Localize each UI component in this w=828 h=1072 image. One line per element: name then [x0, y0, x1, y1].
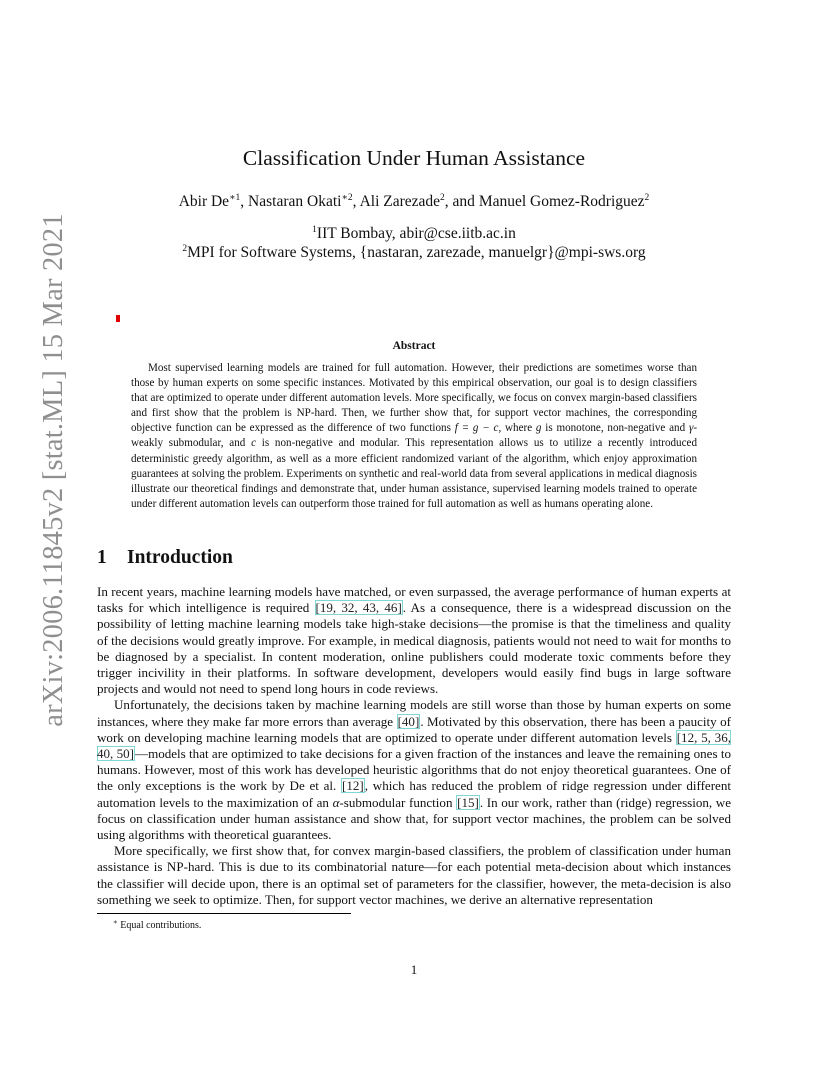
- page-number: 1: [410, 962, 418, 977]
- author-list: Abir $De^{∗1}$, Nastaran Okati$^{∗2}$, Ali Zarezade$^2$, and Manuel Gomez-Rodriguez$^2$: [178, 193, 650, 210]
- math-symbol: α: [332, 794, 340, 810]
- section-heading: [97, 547, 233, 569]
- paragraph: More specifically, we first show that, for convex margin-based classifiers, the problem of classification under human assistance is NP-hard. This is due to its combinatorial nature—for each potential meta-decision about which instances the classifier will decide upon, there is an optimal set of parameters for the classifier, however, the meta-decision is also something we seek to optimize. Then, for support vector machines, we derive an alternative representation: [97, 843, 731, 907]
- affiliation-1: $^1$IIT Bombay, abir@cse.iitb.ac.in: [312, 225, 516, 242]
- citation-link[interactable]: [15]: [457, 794, 479, 810]
- footnote-mark: ∗: [113, 918, 118, 926]
- citation-link[interactable]: [19, 32, 43, 46]: [315, 600, 402, 616]
- section-title: Introduction: [127, 547, 233, 568]
- body-text: [97, 584, 731, 908]
- author-sup: ∗2: [341, 193, 353, 203]
- author-sup: 2: [440, 193, 445, 203]
- paragraph: In recent years, machine learning models have matched, or even surpassed, the average performance of human experts at tasks for which intelligence is required [19, 32, 43, 46]. As a consequence, there is a widespread discussion on the possibility of letting machine learning models take high-stake decisions—the promise is that the timeliness and quality of the decisions would greatly improve. For example, in medical diagnosis, patients would not need to wait for months to be diagnosed by a specialist. In content moderation, online publishers could moderate toxic comments before they trigger incivility in their platforms. In software development, developers would easily find bugs in large software projects and would not need to spend long hours in code reviews.: [97, 584, 731, 697]
- author-name: Ali Zarezade: [359, 193, 441, 210]
- abstract-body: Most supervised learning models are trained for full automation. However, their predictions are sometimes worse than those by human experts on some specific instances. Motivated by this empirical observation, our goal is to design classifiers that are optimized to operate under different automation levels. More specifically, we focus on convex margin-based classifiers and first show that the problem is NP-hard. Then, we further show that, for support vector machines, the corresponding objective function can be expressed as the difference of two functions f = g − c, where g is monotone, non-negative and γ-weakly submodular, and c is non-negative and modular. This representation allows us to utilize a recently introduced deterministic greedy algorithm, as well as a more efficient randomized variant of the algorithm, which enjoy approximation guarantees at solving the problem. Experiments on synthetic and real-world data from several applications in medical diagnosis illustrate our theoretical findings and demonstrate that, under human assistance, supervised learning models trained to operate under different automation levels can outperform those trained for full automation as well as humans operating alone.: [131, 362, 698, 510]
- section-number: 1: [97, 547, 107, 568]
- math-expression: f = g − c: [454, 422, 499, 435]
- red-marker: [116, 315, 120, 322]
- citation-link[interactable]: [40]: [397, 713, 420, 729]
- math-symbol: g: [535, 422, 542, 435]
- arxiv-identifier: arXiv:2006.11845v2 [stat.ML] 15 Mar 2021: [38, 213, 69, 727]
- author-name: Abir De: [178, 193, 230, 210]
- citation-link[interactable]: [12]: [342, 778, 364, 794]
- math-symbol: c: [251, 437, 256, 450]
- author-name: Nastaran Okati: [248, 193, 342, 210]
- author-name: Manuel Gomez-Rodriguez: [478, 193, 645, 210]
- citation-link[interactable]: [12, 5, 36, 40, 50]: [97, 729, 731, 762]
- paragraph: Unfortunately, the decisions taken by machine learning models are still worse than those by human experts on some instances, where they make far more errors than average [40]. Motivated by this observation, there has been a paucity of work on developing machine learning models that are optimized to operate under different automation levels [12, 5, 36, 40, 50]—models that are optimized to take decisions for a given fraction of the instances and leave the remaining ones to humans. However, most of this work has developed heuristic algorithms that do not enjoy theoretical guarantees. One of the only exceptions is the work by De et al. [12], which has reduced the problem of ridge regression under different automation levels to the maximization of an α-submodular function [15]. In our work, rather than (ridge) regression, we focus on classification under human assistance and show that, for support vector machines, the problem can be solved using algorithms with theoretical guarantees.: [97, 697, 731, 843]
- author-sup: ∗1: [229, 193, 241, 203]
- math-symbol: γ: [688, 422, 694, 435]
- footnote: ∗ Equal contributions.: [113, 918, 202, 931]
- paper-title: Classification Under Human Assistance: [242, 146, 586, 170]
- abstract-heading: Abstract: [392, 340, 436, 352]
- footnote-divider: [97, 913, 351, 914]
- author-sup: 2: [644, 193, 650, 203]
- affiliation-2: $^2$MPI for Software Systems, {nastaran, zarezade, manuelgr}@mpi-sws.org: [182, 244, 646, 261]
